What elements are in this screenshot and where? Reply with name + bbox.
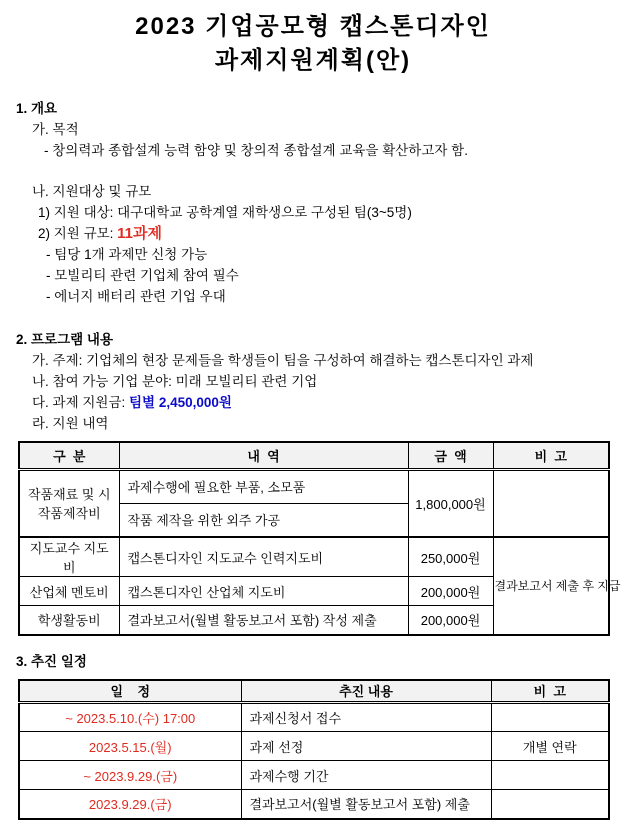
- schedule-date-application: ~ 2023.5.10.(수) 17:00: [19, 703, 241, 732]
- overview-scale-label: 2) 지원 규모:: [38, 226, 118, 241]
- overview-scale-value: 11과제: [117, 225, 163, 242]
- budget-header-note: 비 고: [493, 442, 609, 469]
- budget-header-amount: 금 액: [408, 442, 493, 469]
- doc-title-line2: 과제지원계획(안): [214, 47, 412, 74]
- budget-note-materials: [493, 469, 609, 537]
- budget-amount-mentor: 200,000원: [408, 577, 493, 606]
- schedule-note-report: [491, 790, 609, 819]
- budget-category-materials: 작품재료 및 시작품제작비: [19, 469, 119, 537]
- schedule-date-execution: ~ 2023.9.29.(금): [19, 761, 241, 790]
- schedule-content-report: 결과보고서(월별 활동보고서 포함) 제출: [241, 790, 491, 819]
- schedule-content-selection: 과제 선정: [241, 732, 491, 761]
- program-grant-line: [32, 392, 610, 413]
- budget-row-materials-a: [19, 469, 609, 503]
- overview-target-label: 나. 지원대상 및 규모: [32, 184, 152, 199]
- schedule-content-execution: 과제수행 기간: [241, 761, 491, 790]
- overview-scale-note-2: - 모빌리티 관련 기업체 참여 필수: [46, 268, 239, 283]
- program-topic: 가. 주제: 기업체의 현장 문제들을 학생들이 팀을 구성하여 해결하는 캡스톤디자인 과제: [32, 353, 534, 368]
- schedule-note-application: [491, 703, 609, 732]
- doc-title: [16, 10, 610, 78]
- budget-amount-materials: 1,800,000원: [408, 469, 493, 537]
- budget-detail-outsourcing: 작품 제작을 위한 외주 가공: [119, 503, 408, 537]
- budget-table: [18, 441, 621, 636]
- budget-row-professor: [19, 537, 609, 577]
- budget-header-category: 구 분: [19, 442, 119, 469]
- budget-note-merged: 결과보고서 제출 후 지급: [493, 537, 609, 635]
- overview-scale-note-1: - 팀당 1개 과제만 신청 가능: [46, 247, 208, 262]
- section-2-heading: 2. 프로그램 내용: [16, 332, 114, 347]
- overview-target-item: 1) 지원 대상: 대구대학교 공학계열 재학생으로 구성된 팀(3~5명): [38, 205, 412, 220]
- budget-detail-professor: 캡스톤디자인 지도교수 인력지도비: [119, 537, 408, 577]
- budget-amount-student: 200,000원: [408, 606, 493, 635]
- schedule-row-report: [19, 790, 609, 819]
- section-1-heading: 1. 개요: [16, 101, 58, 116]
- schedule-row-selection: [19, 732, 609, 761]
- budget-header-detail: 내 역: [119, 442, 408, 469]
- budget-detail-mentor: 캡스톤디자인 산업체 지도비: [119, 577, 408, 606]
- budget-amount-professor: 250,000원: [408, 537, 493, 577]
- schedule-header-date: 일 정: [19, 680, 241, 703]
- program-field: 나. 참여 가능 기업 분야: 미래 모빌리티 관련 기업: [32, 374, 318, 389]
- budget-category-student: 학생활동비: [19, 606, 119, 635]
- schedule-table: [18, 679, 610, 820]
- schedule-date-report: 2023.9.29.(금): [19, 790, 241, 819]
- schedule-note-execution: [491, 761, 609, 790]
- schedule-header-content: 추진 내용: [241, 680, 491, 703]
- overview-purpose-label: 가. 목적: [32, 122, 79, 137]
- budget-detail-parts: 과제수행에 필요한 부품, 소모품: [119, 469, 408, 503]
- schedule-date-selection: 2023.5.15.(월): [19, 732, 241, 761]
- overview-purpose-item: - 창의력과 종합설계 능력 함양 및 창의적 종합설계 교육을 확산하고자 함.: [44, 143, 468, 158]
- schedule-header-note: 비 고: [491, 680, 609, 703]
- schedule-content-application: 과제신청서 접수: [241, 703, 491, 732]
- budget-detail-student: 결과보고서(월별 활동보고서 포함) 작성 제출: [119, 606, 408, 635]
- overview-scale-note-3: - 에너지 배터리 관련 기업 우대: [46, 289, 226, 304]
- budget-category-professor: 지도교수 지도비: [19, 537, 119, 577]
- schedule-row-execution: [19, 761, 609, 790]
- doc-title-line1: 2023 기업공모형 캡스톤디자인: [135, 13, 491, 40]
- overview-scale-line: [38, 223, 610, 244]
- budget-category-mentor: 산업체 멘토비: [19, 577, 119, 606]
- budget-header-row: [19, 442, 609, 469]
- schedule-row-application: [19, 703, 609, 732]
- section-3-heading: 3. 추진 일정: [16, 653, 87, 669]
- program-grant-value: 팀별 2,450,000원: [129, 395, 232, 410]
- program-detail-label: 라. 지원 내역: [32, 416, 109, 431]
- schedule-note-selection: 개별 연락: [491, 732, 609, 761]
- schedule-header-row: [19, 680, 609, 703]
- program-grant-label: 다. 과제 지원금:: [32, 395, 129, 410]
